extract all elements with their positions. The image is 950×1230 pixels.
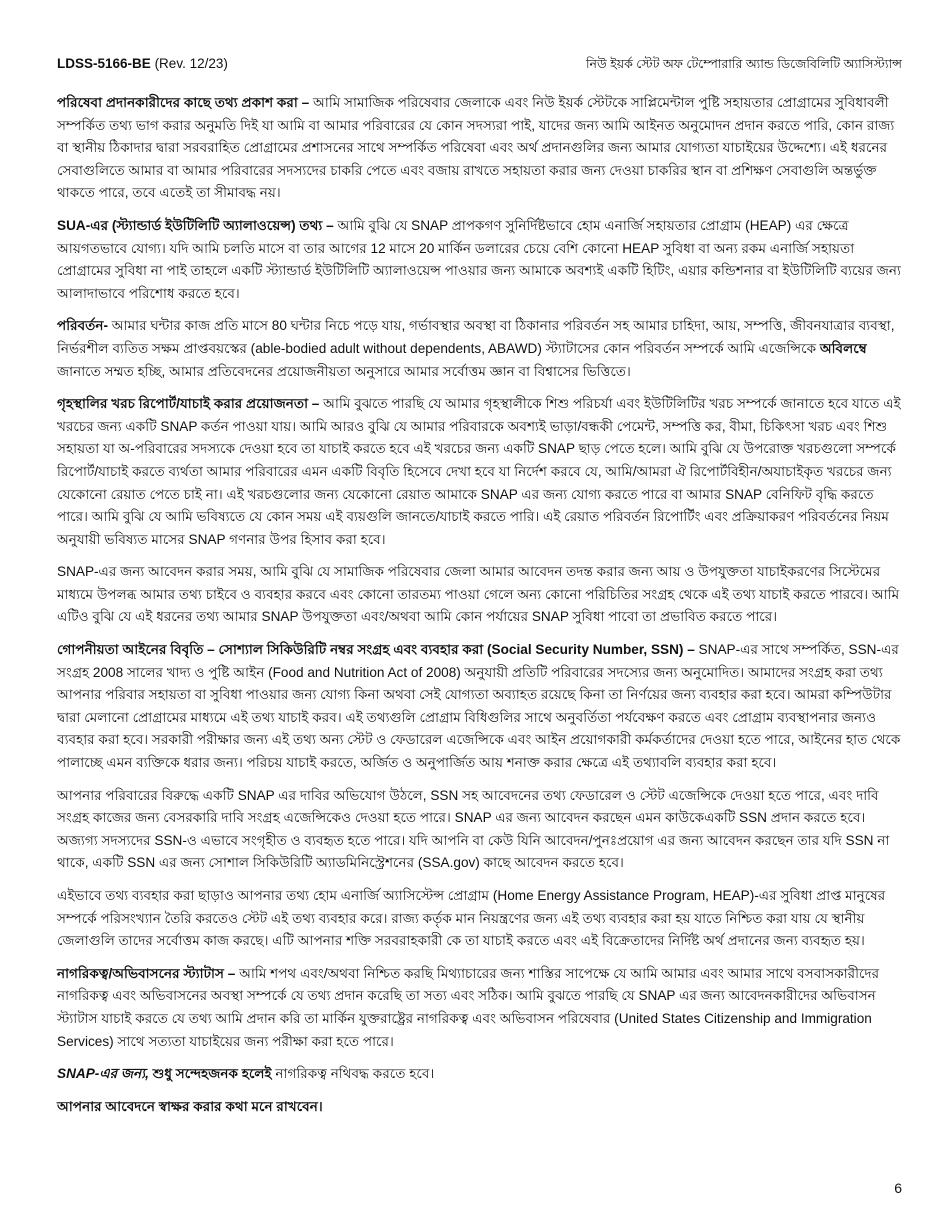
paragraph-household-expenses	[57, 393, 902, 551]
text-citizenship: আমি শপথ এবং/অথবা নিশ্চিত করছি মিথ্যাচারের জন্য শাস্তির সাপেক্ষে যে আমি আমার এবং আমার সাথে বসবাসকারীদের নাগরিকত্ব এবং অভিবাসনের অবস্থা সম্পর্কে যে তথ্য প্রদান করেছি তা সত্য এবং সঠিক। আমি বুঝতে পারছি যে SNAP এর জন্য আবেদনকারীদের অভিবাসন স্ট্যাটাস যাচাই করতে যে তথ্য আমি প্রদান করি তা মার্কিন যুক্তরাষ্ট্রের নাগরিকত্ব এবং অভিবাসন পরিষেবার (United States Citizenship and Immigration Services) সাথে সত্যতা যাচাইয়ের জন্য পরীক্ষা করা হতে পারে।	[57, 965, 880, 1049]
heading-privacy-act: গোপনীয়তা আইনের বিবৃতি – সোশ্যাল সিকিউরিটি নম্বর সংগ্রহ এবং ব্যবহার করা (Social Security Number, SSN) –	[57, 642, 695, 658]
heading-changes: পরিবর্তন-	[57, 318, 108, 334]
text-heap-statistics: এইভাবে তথ্য ব্যবহার করা ছাড়াও আপনার তথ্য হোম এনার্জি অ্যাসিস্টেন্স প্রোগ্রাম (Home Energy Assistance Program, HEAP)-এর সুবিধা প্রাপ্ত মানুষের সম্পর্কে পরিসংখ্যান তৈরি করতেও স্টেট এই তথ্য ব্যবহার করে। রাজ্য কর্তৃক মান নিয়ন্ত্রণের জন্য এই তথ্য ব্যবহার করা হয় যাতে নিশ্চিত করা যায় যে স্থানীয় জেলাগুলি তাদের সর্বোত্তম কাজ করছে। এটি আপনার শক্তি সরবরাহকারী কে তা যাচাই করতে এবং এই বিক্রেতাদের নির্দিষ্ট অর্থ প্রদানের জন্য ব্যবহৃত হয়।	[57, 888, 886, 949]
paragraph-snap-citizenship-note	[57, 1063, 902, 1086]
heading-household-expenses: গৃহস্থালির খরচ রিপোর্ট/যাচাই করার প্রয়োজনতা –	[57, 396, 320, 412]
text-snap-verification: SNAP-এর জন্য আবেদন করার সময়, আমি বুঝি যে সামাজিক পরিষেবার জেলা আমার আবেদন তদন্ত করার জন্য আয় ও উপযুক্ততা যাচাইকরণের সিস্টেমের মাধ্যমে উপলব্ধ আমার তথ্য চাইবে ও ব্যবহার করবে এবং কোনো তারতম্য পাওয়া গেলে অন্য কোনো পরিচিতির সংগ্রহ থেকে এই তথ্য যাচাই করতে পারবে। আমি এটিও বুঝি যে এই ধরনের তথ্য আমার SNAP উপযুক্ততা এবং/অথবা আমি কোন পর্যায়ের SNAP সুবিধা পাবো তা প্রভাবিত করতে পারে।	[57, 564, 900, 625]
paragraph-snap-verification	[57, 561, 902, 629]
page-number: 6	[894, 1180, 902, 1196]
heading-citizenship: নাগরিকত্ব/অভিবাসনের স্ট্যাটাস –	[57, 965, 236, 981]
document-page	[57, 0, 902, 1230]
paragraph-changes	[57, 315, 902, 383]
heading-sua: SUA-এর (স্ট্যান্ডার্ড ইউটিলিটি অ্যালাওয়েন্স) তথ্য –	[57, 217, 334, 233]
paragraph-disclosure	[57, 92, 902, 205]
text-changes-after: জানাতে সম্মত হচ্ছি, আমার প্রতিবেদনের প্রয়োজনীয়তা অনুসারে আমার সর্বোত্তম জ্ঞান বা বিশ্বাসের ভিত্তিতে।	[57, 363, 631, 379]
text-sua: আমি বুঝি যে SNAP প্রাপকগণ সুনির্দিষ্টভাবে হোম এনার্জি সহায়তার প্রোগ্রাম (HEAP) এর ক্ষেত্রে আয়গতভাবে যোগ্য। যদি আমি চলতি মাসে বা তার আগের 12 মাসে 20 মার্কিন ডলারের চেয়ে বেশি কোনো HEAP সুবিধা বা অন্য রকম এনার্জি সহায়তা প্রোগ্রামের সুবিধা না পাই তাহলে একটি স্ট্যান্ডার্ড ইউটিলিটি অ্যালাওয়েন্স পাওয়ার জন্য আমাকে অবশ্যই একটি হিটিং, এয়ার কন্ডিশনার বা ইউটিলিটি ব্যয়ের জন্য আলাদাভাবে পরিশোধ করতে হবে।	[57, 217, 901, 301]
text-disclosure: আমি সামাজিক পরিষেবার জেলাকে এবং নিউ ইয়র্ক স্টেটকে সাপ্লিমেন্টাল পুষ্টি সহায়তার প্রোগ্রামের সুবিধাবলী সম্পর্কিত তথ্য ভাগ করার অনুমতি দিই যা আমি বা আমার পরিবারের যে কোন সদস্যরা পাই, যাদের জন্য আমি আইনত অনুমোদন প্রদান করতে পারি, কোন রাজ্য বা স্থানীয় ঠিকাদার দ্বারা সরবরাহিত প্রোগ্রামের প্রশাসনের সাথে সম্পর্কিত পরিষেবা এবং অর্থ প্রদানগুলির জন্য আমার যোগ্যতা যাচাইয়ের উদ্দেশ্যে। এই ধরনের সেবাগুলিতে আমার বা আমার পরিবারের সদস্যদের চাকরি পেতে এবং বজায় রাখতে সহায়তা করার জন্য দেওয়া চাকরির স্থান বা প্রশিক্ষণ সেবাগুলি অন্তর্ভুক্ত থাকতে পারে, তবে এতেই তা সীমাবদ্ধ নয়।	[57, 95, 895, 201]
paragraph-citizenship	[57, 963, 902, 1053]
heading-snap-note-italic: SNAP-এর জন্য,	[57, 1066, 149, 1082]
emphasis-immediately: অবিলম্বে	[819, 340, 867, 356]
form-number: LDSS-5166-BE	[57, 56, 151, 71]
form-revision: (Rev. 12/23)	[154, 56, 228, 71]
heading-sign-reminder: আপনার আবেদনে স্বাক্ষর করার কথা মনে রাখবেন।	[57, 1098, 323, 1114]
paragraph-privacy-act	[57, 639, 902, 775]
paragraph-sua	[57, 215, 902, 305]
paragraph-snap-claim	[57, 785, 902, 875]
text-privacy-act: SNAP-এর সাথে সম্পর্কিত, SSN-এর সংগ্রহ 2008 সালের খাদ্য ও পুষ্টি আইন (Food and Nutrition Act of 2008) অনুযায়ী প্রতিটি পরিবারের সদস্যের জন্য অনুমোদিত। আমাদের সংগ্রহ করা তথ্য আপনার পরিবার সহায়তা বা সুবিধা পাওয়ার জন্য যোগ্য কিনা অথবা সেই যোগ্যতা অব্যাহত রয়েছে কিনা তা নির্ণয়ের জন্য ব্যবহার করা হবে। আমরা কম্পিউটার দ্বারা মেলানো প্রোগ্রামের মাধ্যমে এই তথ্য যাচাই করব। এই তথ্যগুলি প্রোগ্রাম বিধিগুলির সাথে অনুবর্তিতা পর্যবেক্ষণ করতে এবং প্রোগ্রাম ব্যবস্থাপনার জন্যও ব্যবহার করা হবে। সরকারী পরীক্ষার জন্য এই তথ্য অন্য স্টেট ও ফেডারেল এজেন্সিকে এবং আইন প্রয়োগকারী কর্মকর্তাদের দেওয়া হতে পারে, আইনের হাত থেকে পালাচ্ছে এমন ব্যক্তিকে ধরার জন্য। পরিচয় যাচাই করতে, অর্জিত ও অনুপার্জিত আয় শনাক্ত করার ক্ষেত্রে এই তথ্যাবলি ব্যবহার করা হবে।	[57, 642, 901, 771]
document-body	[57, 92, 902, 1128]
heading-snap-note	[57, 1066, 272, 1081]
page-header	[57, 56, 902, 76]
text-snap-claim: আপনার পরিবারের বিরুদ্ধে একটি SNAP এর দাবির অভিযোগ উঠলে, SSN সহ আবেদনের তথ্য ফেডারেল ও স্টেট এজেন্সিকে দেওয়া হতে পারে, এবং দাবি সংগ্রহ কাজের জন্য বেসরকারি দাবি সংগ্রহ এজেন্সিকেও দেওয়া হতে পারে। SNAP এর জন্য আবেদন করছেন এমন কাউকেএকটি SSN প্রদান করতে হবে। অজ্যগ্য সদস্যদের SSN-ও এভাবে সংগৃহীত ও ব্যবহৃত হতে পারে। যদি আপনি বা কেউ যিনি আবেদন/পুনঃপ্রয়োগ এর জন্য আবেদন করছেন তার যদি SSN না থাকে, একটি SSN এর জন্য সোশাল সিকিউরিটি অ্যাডমিনিস্ট্রেশনের (SSA.gov) কাছে আবেদন করতে হবে।	[57, 787, 890, 871]
paragraph-sign-reminder	[57, 1096, 902, 1119]
agency-name: নিউ ইয়র্ক স্টেট অফ টেম্পোরারি অ্যান্ড ডিজেবিলিটি অ্যাসিস্ট্যান্স	[585, 57, 902, 71]
text-household-expenses: আমি বুঝতে পারছি যে আমার গৃহস্থালীকে শিশু পরিচর্যা এবং ইউটিলিটির খরচ সম্পর্কে জানাতে হবে যাতে এই খরচের জন্য একটি SNAP কর্তন পাওয়া যায়। আমি আরও বুঝি যে আমার পরিবারকে অবশ্যই ভাড়া/বন্ধকী পেমেন্ট, সম্পত্তি কর, বীমা, চিকিৎসা খরচ এবং শিশু সহায়তা যা অ-পরিবারের সদস্যকে দেওয়া হবে তা যাচাই করতে হবে এই খরচের জন্য একটি SNAP ছাড় পেতে হলে। আমি বুঝি যে উপরোক্ত খরচগুলো সম্পর্কে রিপোর্ট/যাচাই করতে ব্যর্থতা আমার পরিবারের এমন একটি বিবৃতি হিসেবে দেখা হবে যা নির্দেশ করবে যে, আমি/আমরা ঐ রিপোর্টবিহীন/অযাচাইকৃত খরচের জন্য যেকোনো রেয়াত পেতে চাই না। এই খরচগুলোর জন্য যেকোনো রেয়াত আমাকে SNAP এর জন্য যোগ্য করতে পারে বা আমার SNAP বেনিফিট বৃদ্ধি করতে পারে। আমি বুঝি যে আমি ভবিষ্যতে যে কোন সময় এই ব্যয়গুলি জানতে/যাচাই করতে পারি। এই রেয়াত পরিবর্তন রিপোর্টিং এবং প্রক্রিয়াকরণ পরিবর্তনের নিয়ম অনুযায়ী ভবিষ্যত মাসের SNAP গণনার উপর হিসাব করা হবে।	[57, 396, 901, 547]
form-id	[57, 56, 228, 71]
paragraph-heap-statistics	[57, 885, 902, 953]
text-changes-before: আমার ঘন্টার কাজ প্রতি মাসে 80 ঘন্টার নিচে পড়ে যায়, গর্ভাবস্থার অবস্থা বা ঠিকানার পরিবর্তন সহ আমার চাহিদা, আয়, সম্পত্তি, জীবনযাত্রার ব্যবস্থা, নির্ভরশীল ব্যতিত সক্ষম প্রাপ্তবয়স্কের (able-bodied adult without dependents, ABAWD) স্ট্যাটাসের কোন পরিবর্তন সম্পর্কে আমি এজেন্সিকে	[57, 318, 895, 356]
heading-snap-note-bold: শুধু সন্দেহজনক হলেই	[148, 1066, 272, 1082]
heading-disclosure: পরিষেবা প্রদানকারীদের কাছে তথ্য প্রকাশ করা –	[57, 95, 310, 110]
text-snap-note: নাগরিকত্ব নথিবদ্ধ করতে হবে।	[271, 1066, 435, 1082]
